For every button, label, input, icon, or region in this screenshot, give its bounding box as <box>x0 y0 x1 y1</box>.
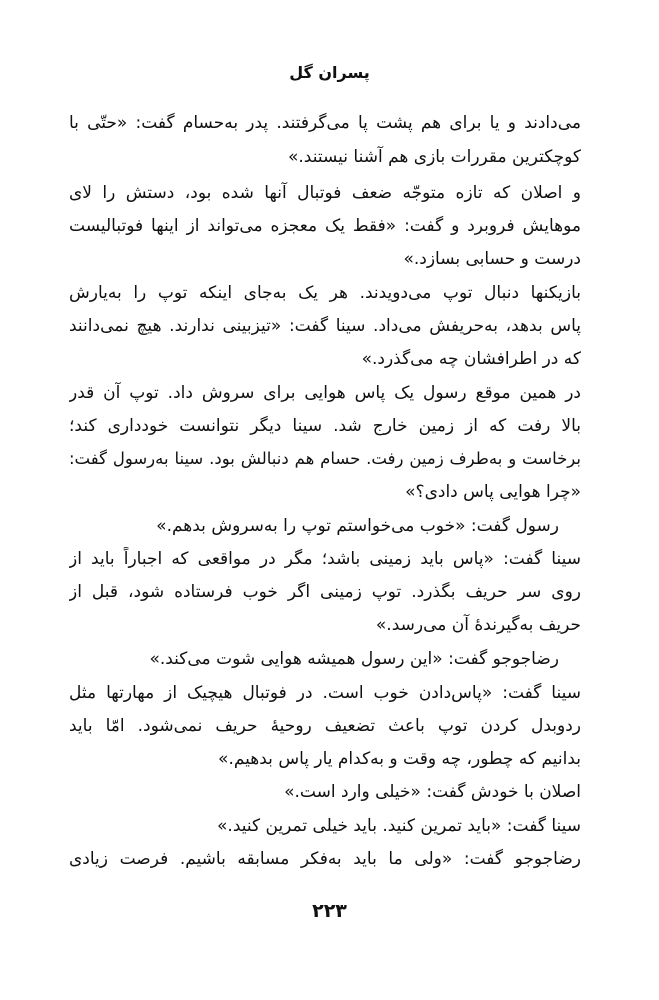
body-line-2: کوچکترین مقررات بازی هم آشنا نیستند.» <box>288 147 581 167</box>
body-line-11: برخاست و به‌طرف زمین رفت. حسام هم دنبالش بود. سینا به‌رسول گفت: <box>69 449 581 468</box>
body-line-23: رضاجوجو گفت: «ولی ما باید به‌فکر مسابقه باشیم. فرصت زیادی <box>69 849 581 869</box>
body-line-1: می‌دادند و یا برای هم پشت پا می‌گرفتند. پدر به‌حسام گفت: «حتّی با <box>69 113 581 133</box>
body-line-7: پاس بدهد، به‌حریفش می‌داد. سینا گفت: «تیزبینی ندارند. هیچ نمی‌دانند <box>69 316 581 336</box>
body-line-21: اصلان با خودش گفت: «خیلی وارد است.» <box>284 782 581 802</box>
body-line-15: روی سر حریف بگذرد. توپ زمینی اگر خوب فرستاده شود، قبل از <box>69 582 581 602</box>
body-line-3: و اصلان که تازه متوجّه ضعف فوتبال آنها شده بود، دستش را لای <box>69 183 581 203</box>
body-line-9: در همین موقع رسول یک پاس هوایی برای سروش داد. توپ آن قدر <box>69 383 581 403</box>
running-head-title: پسران گل <box>289 63 370 82</box>
body-line-14: سینا گفت: «پاس باید زمینی باشد؛ مگر در مواقعی که اجباراً باید از <box>69 549 581 569</box>
body-line-16: حریف به‌گیرندهٔ آن می‌رسد.» <box>375 615 581 635</box>
body-line-4: موهایش فروبرد و گفت: «فقط یک معجزه می‌تواند از اینها فوتبالیست <box>69 216 581 236</box>
body-line-8: که در اطرافشان چه می‌گذرد.» <box>361 349 581 369</box>
page-number: ۲۲۳ <box>312 900 347 922</box>
body-line-5: درست و حسابی بسازد.» <box>403 249 581 269</box>
body-line-6: بازیکنها دنبال توپ می‌دویدند. هر یک به‌جای اینکه توپ را به‌یارش <box>69 283 581 303</box>
body-line-12: «چرا هوایی پاس دادی؟» <box>405 482 581 502</box>
body-line-18: سینا گفت: «پاس‌دادن خوب است. در فوتبال هیچیک از مهارتها مثل <box>69 683 581 703</box>
body-line-13: رسول گفت: «خوب می‌خواستم توپ را به‌سروش بدهم.» <box>156 516 559 536</box>
body-line-10: بالا رفت که از زمین خارج شد. سینا دیگر نتوانست خودداری کند؛ <box>69 416 581 436</box>
body-line-20: بدانیم که چطور، چه وقت و به‌کدام یار پاس بدهیم.» <box>218 749 581 769</box>
body-line-17: رضاجوجو گفت: «این رسول همیشه هوایی شوت می‌کند.» <box>149 649 559 669</box>
body-line-22: سینا گفت: «باید تمرین کنید. باید خیلی تمرین کنید.» <box>217 816 581 836</box>
body-line-19: ردوبدل کردن توپ باعث تضعیف روحیهٔ حریف نمی‌شود. امّا باید <box>69 716 581 736</box>
